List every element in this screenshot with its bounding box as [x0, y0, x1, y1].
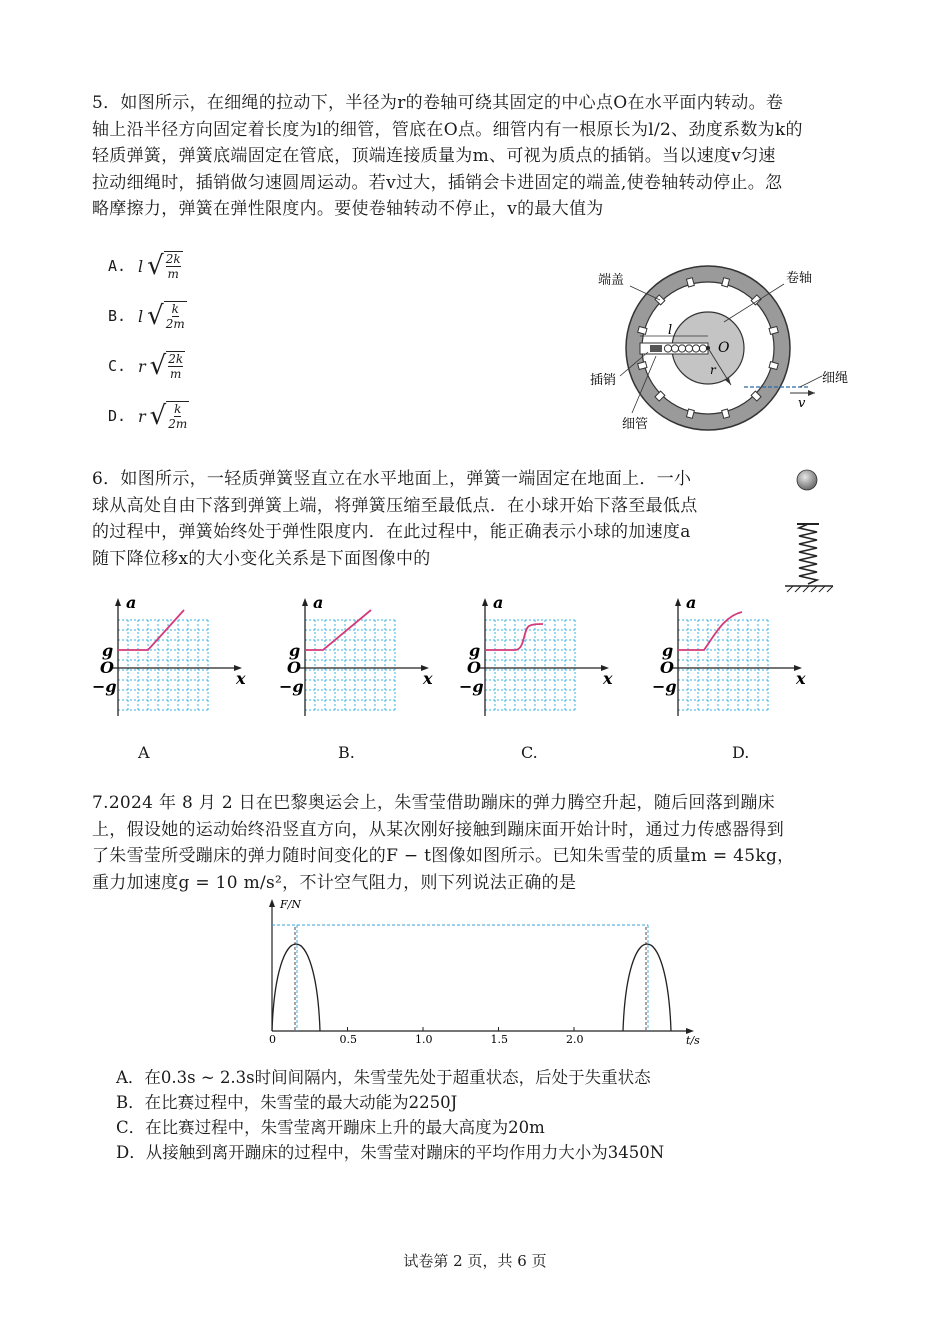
spring	[799, 524, 817, 584]
a-axis-arrow	[482, 598, 488, 606]
acceleration-curve	[485, 624, 543, 650]
neg-g-label: −g	[279, 677, 304, 696]
sqrt-sign: √	[149, 401, 167, 431]
q6-option-c[interactable]: C.	[521, 743, 538, 762]
sqrt-sign: √	[147, 301, 164, 331]
x-tick-label: 0.5	[339, 1033, 357, 1045]
q7-option-c[interactable]: C．在比赛过程中，朱雪莹离开蹦床上升的最大高度为20m	[116, 1118, 545, 1137]
q5-line5: 略摩擦力，弹簧在弹性限度内。要使卷轴转动不停止，v的最大值为	[92, 199, 604, 219]
label-v: v	[798, 396, 806, 411]
q7-line1: 7.2024 年 8 月 2 日在巴黎奥运会上，朱雪莹借助蹦床的弹力腾空升起，随后回落到蹦床	[92, 793, 775, 813]
x-label: x	[796, 669, 806, 688]
q5-line1: 5．如图所示，在细绳的拉动下，半径为r的卷轴可绕其固定的中心点O在水平面内转动。卷	[92, 93, 784, 113]
sqrt-sign: √	[147, 251, 164, 281]
x-label: x	[236, 669, 246, 688]
notch	[638, 362, 647, 370]
graph-d	[652, 593, 806, 716]
page-footer: 试卷第 2 页，共 6 页	[403, 1252, 547, 1270]
notch	[722, 278, 730, 287]
label-reel: 卷轴	[786, 271, 813, 286]
neg-g-label: −g	[459, 677, 484, 696]
q7-text	[92, 790, 872, 896]
notch	[769, 326, 778, 334]
x-tick-label: 2.0	[566, 1033, 584, 1045]
q5-line4: 拉动细绳时，插销做匀速圆周运动。若v过大，插销会卡进固定的端盖,使卷轴转动停止。忽	[92, 172, 783, 193]
notch	[686, 409, 694, 418]
g-label: g	[469, 641, 481, 660]
q7-option-b[interactable]: B．在比赛过程中，朱雪莹的最大动能为2250J	[116, 1093, 458, 1112]
label-tube: 细管	[622, 417, 649, 432]
q7-line4: 重力加速度g = 10 m/s²，不计空气阻力，则下列说法正确的是	[92, 872, 577, 893]
a-label: a	[493, 593, 504, 612]
notch	[686, 278, 694, 287]
q7-option-a[interactable]: A．在0.3s ~ 2.3s时间间隔内，朱雪莹先处于超重状态，后处于失重状态	[116, 1068, 651, 1087]
q5-option-d[interactable]: D. r √ k 2m	[108, 401, 188, 431]
label-pin: 插销	[590, 373, 617, 388]
reel-figure	[585, 260, 875, 440]
graph-b	[279, 593, 433, 716]
a-axis-arrow	[302, 598, 308, 606]
q7-line2: 上，假设她的运动始终沿竖直方向，从某次刚好接触到蹦床面开始计时，通过力传感器得到	[92, 819, 784, 840]
origin-label: O	[287, 658, 301, 677]
a-axis-arrow	[675, 598, 681, 606]
label-rope: 细绳	[822, 371, 849, 386]
q6-option-a[interactable]: A	[138, 743, 150, 762]
a-label: a	[686, 593, 697, 612]
notch	[722, 409, 730, 418]
a-axis-arrow	[115, 598, 121, 606]
label-end-cap: 端盖	[598, 273, 625, 288]
x-axis-label: t/s	[686, 1034, 700, 1045]
notch	[638, 326, 647, 334]
ball	[797, 470, 817, 490]
x-label: x	[603, 669, 613, 688]
label-O: O	[718, 340, 730, 356]
q5-text	[92, 90, 872, 223]
q5-option-c[interactable]: C. r √ 2k m	[108, 351, 184, 381]
graph-c	[459, 593, 613, 716]
force-pulse-2	[623, 944, 671, 1031]
origin-label: O	[467, 658, 481, 677]
force-time-chart	[250, 895, 720, 1045]
g-label: g	[102, 641, 114, 660]
a-label: a	[313, 593, 324, 612]
x-tick-label: 1.5	[490, 1033, 508, 1045]
q7-line3: 了朱雪莹所受蹦床的弹力随时间变化的F − t图像如图所示。已知朱雪莹的质量m = 45kg，	[92, 846, 795, 866]
q6-text	[92, 466, 772, 572]
q6-graphs	[80, 590, 810, 730]
q5-line3: 轻质弹簧，弹簧底端固定在管底，顶端连接质量为m、可视为质点的插销。当以速度v匀速	[92, 146, 776, 166]
x-label: x	[423, 669, 433, 688]
q5-option-b[interactable]: B. l √ k 2m	[108, 301, 185, 331]
q6-line4: 随下降位移x的大小变化关系是下面图像中的	[92, 548, 431, 569]
q6-option-b[interactable]: B.	[338, 743, 355, 762]
g-label: g	[662, 641, 674, 660]
origin-label: O	[100, 658, 114, 677]
graph-a	[92, 593, 246, 716]
x-tick-label: 1.0	[415, 1033, 433, 1045]
origin-label: 0	[269, 1033, 276, 1045]
neg-g-label: −g	[92, 677, 117, 696]
label-l: l	[668, 323, 673, 338]
force-pulse-1	[272, 944, 320, 1031]
label-r: r	[710, 363, 716, 377]
pin	[650, 345, 662, 352]
q6-option-d[interactable]: D.	[732, 743, 750, 762]
q6-line1: 6．如图所示，一轻质弹簧竖直立在水平地面上，弹簧一端固定在地面上．一小	[92, 469, 692, 489]
q5-line2: 轴上沿半径方向固定着长度为l的细管，管底在O点。细管内有一根原长为l/2、劲度系数为k的	[92, 119, 803, 140]
y-axis-label: F/N	[280, 898, 301, 911]
ball-spring-figure	[775, 460, 845, 600]
q7-option-d[interactable]: D．从接触到离开蹦床的过程中，朱雪莹对蹦床的平均作用力大小为3450N	[116, 1143, 665, 1162]
q6-line2: 球从高处自由下落到弹簧上端，将弹簧压缩至最低点．在小球开始下落至最低点	[92, 495, 698, 516]
neg-g-label: −g	[652, 677, 677, 696]
notch	[769, 362, 778, 370]
a-label: a	[126, 593, 137, 612]
origin-label: O	[660, 658, 674, 677]
sqrt-sign: √	[149, 351, 167, 381]
g-label: g	[289, 641, 301, 660]
q5-option-a[interactable]: A. l √ 2k m	[108, 251, 181, 281]
q6-line3: 的过程中，弹簧始终处于弹性限度内．在此过程中，能正确表示小球的加速度a	[92, 522, 691, 542]
